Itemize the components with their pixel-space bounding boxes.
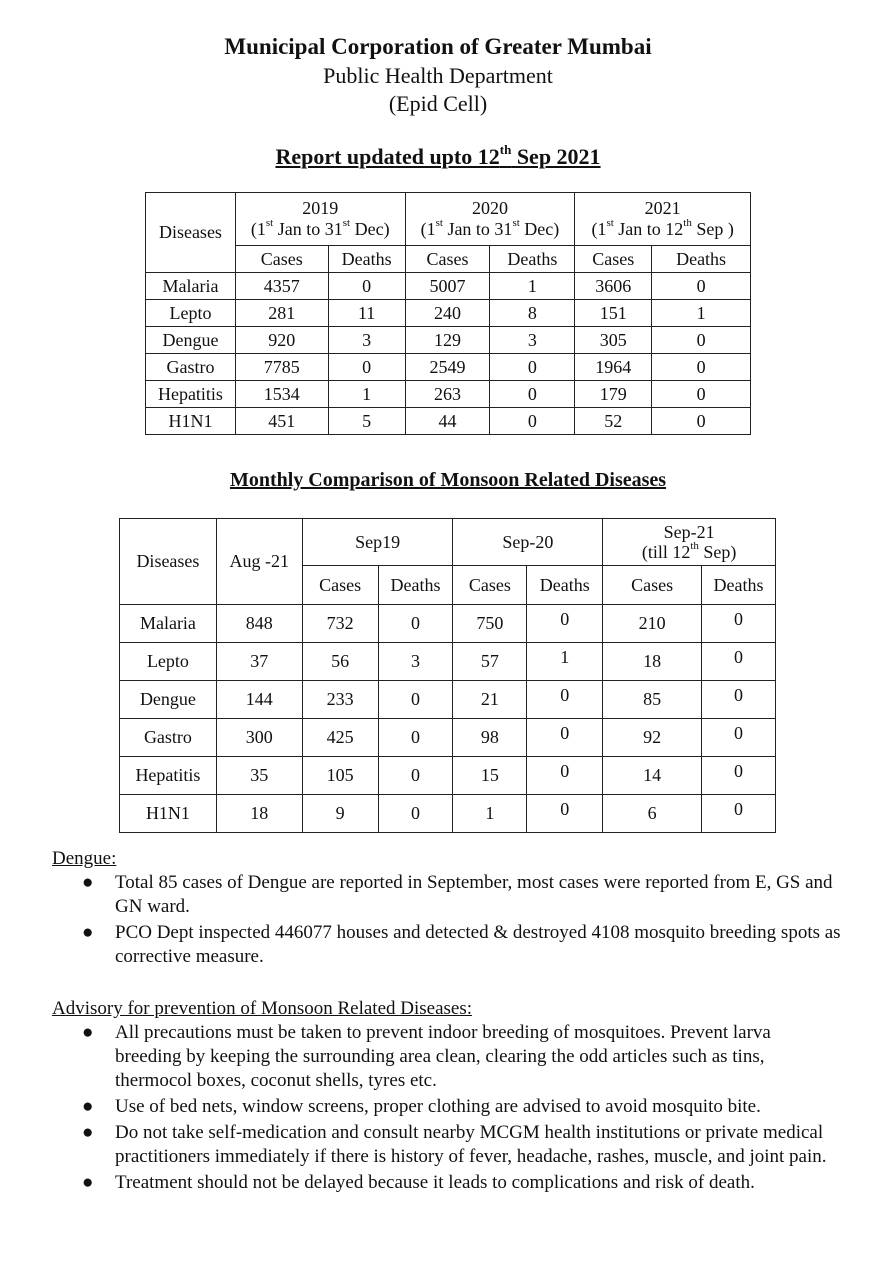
deaths-cell: 0 [702,795,776,833]
list-item: ● Treatment should not be delayed because it leads to complications and risk of death. [82,1172,755,1193]
deaths-cell: 0 [490,354,575,381]
dengue-bullet-list [52,871,842,969]
disease-cell: Hepatitis [146,381,236,408]
list-item: ● All precautions must be taken to prevent indoor breeding of mosquitoes. Prevent larva breeding by keeping the surrounding area clean, clearing the odd articles such as tins, thermocol boxes, coconut shells, tyres etc. [82,1022,771,1091]
dengue-heading: Dengue: [52,848,117,869]
cases-cell: 3606 [575,273,652,300]
table-row [120,681,776,719]
deaths-cell: 0 [490,381,575,408]
cases-cell: 15 [453,757,527,795]
table-row [120,719,776,757]
table-row [146,300,751,327]
aug-value-cell: 144 [216,681,302,719]
deaths-header: Deaths [328,246,405,273]
disease-cell: Gastro [146,354,236,381]
cases-header: Cases [405,246,490,273]
disease-cell: Dengue [146,327,236,354]
bullet-icon: ● [82,1172,94,1193]
cases-cell: 210 [603,605,702,643]
deaths-cell: 8 [490,300,575,327]
deaths-cell: 0 [378,719,453,757]
deaths-cell: 0 [378,605,453,643]
table-row [146,273,751,300]
deaths-cell: 0 [328,273,405,300]
annual-disease-table [145,192,751,435]
deaths-cell: 5 [328,408,405,435]
bullet-icon: ● [82,1096,94,1117]
cases-cell: 281 [235,300,328,327]
table-row [146,327,751,354]
cases-header: Cases [603,566,702,605]
cases-cell: 98 [453,719,527,757]
sep19-header: Sep19 [302,519,453,566]
cases-cell: 750 [453,605,527,643]
cases-header: Cases [575,246,652,273]
deaths-cell: 1 [328,381,405,408]
deaths-cell: 0 [702,719,776,757]
cases-cell: 92 [603,719,702,757]
cases-cell: 425 [302,719,378,757]
cases-cell: 14 [603,757,702,795]
deaths-cell: 0 [378,757,453,795]
cases-cell: 2549 [405,354,490,381]
deaths-cell: 0 [527,795,603,833]
bullet-icon: ● [82,872,94,893]
cases-cell: 240 [405,300,490,327]
deaths-cell: 0 [652,408,751,435]
department-name: Public Health Department [323,63,553,88]
disease-cell: H1N1 [120,795,217,833]
deaths-cell: 0 [527,757,603,795]
cases-cell: 129 [405,327,490,354]
aug-value-cell: 18 [216,795,302,833]
cases-cell: 1 [453,795,527,833]
aug-value-cell: 300 [216,719,302,757]
deaths-cell: 3 [490,327,575,354]
table-subheader-row [146,246,751,273]
deaths-header: Deaths [702,566,776,605]
list-item: ● Do not take self-medication and consult nearby MCGM health institutions or private medical practitioners immediately if there is history of fever, headache, rashes, muscle, and joint pain. [82,1122,827,1167]
aug-21-header: Aug -21 [216,519,302,605]
cases-cell: 9 [302,795,378,833]
monthly-comparison-table [119,518,776,833]
bullet-icon: ● [82,922,94,943]
aug-value-cell: 35 [216,757,302,795]
cases-cell: 233 [302,681,378,719]
cases-cell: 21 [453,681,527,719]
sep21-header: Sep-21 (till 12th Sep) [603,519,776,566]
cases-cell: 85 [603,681,702,719]
deaths-cell: 0 [652,354,751,381]
table-header-row [120,519,776,566]
disease-cell: Lepto [146,300,236,327]
deaths-header: Deaths [652,246,751,273]
cases-cell: 5007 [405,273,490,300]
disease-cell: Malaria [146,273,236,300]
cases-header: Cases [235,246,328,273]
table-row [120,605,776,643]
deaths-cell: 0 [378,795,453,833]
cases-cell: 263 [405,381,490,408]
advisory-heading: Advisory for prevention of Monsoon Related Diseases: [52,998,473,1019]
cases-cell: 451 [235,408,328,435]
cell-name: (Epid Cell) [388,91,488,116]
bullet-icon: ● [82,1022,94,1043]
cases-cell: 305 [575,327,652,354]
disease-cell: Lepto [120,643,217,681]
cases-cell: 57 [453,643,527,681]
disease-cell: Hepatitis [120,757,217,795]
monthly-comparison-title: Monthly Comparison of Monsoon Related Diseases [229,469,667,491]
aug-value-cell: 37 [216,643,302,681]
table-row [146,381,751,408]
year-2021-header: 2021 (1st Jan to 12th Sep ) [575,193,751,246]
deaths-cell: 0 [702,681,776,719]
deaths-cell: 0 [652,381,751,408]
deaths-cell: 0 [652,273,751,300]
cases-cell: 179 [575,381,652,408]
deaths-cell: 3 [378,643,453,681]
cases-cell: 151 [575,300,652,327]
deaths-cell: 0 [702,605,776,643]
deaths-header: Deaths [378,566,453,605]
advisory-section [52,997,842,1197]
advisory-bullet-list [52,1021,842,1195]
disease-cell: Malaria [120,605,217,643]
deaths-cell: 1 [652,300,751,327]
cases-cell: 105 [302,757,378,795]
deaths-cell: 0 [378,681,453,719]
cases-cell: 1534 [235,381,328,408]
cases-cell: 6 [603,795,702,833]
cases-cell: 18 [603,643,702,681]
cases-cell: 4357 [235,273,328,300]
list-item: ● Use of bed nets, window screens, proper clothing are advised to avoid mosquito bite. [82,1096,761,1117]
deaths-cell: 1 [527,643,603,681]
cases-cell: 56 [302,643,378,681]
cases-cell: 52 [575,408,652,435]
year-2020-header: 2020 (1st Jan to 31st Dec) [405,193,575,246]
sep20-header: Sep-20 [453,519,603,566]
bullet-icon: ● [82,1122,94,1143]
dengue-section [52,847,842,971]
cases-cell: 1964 [575,354,652,381]
organization-name: Municipal Corporation of Greater Mumbai [224,34,652,59]
cases-cell: 7785 [235,354,328,381]
document-header [0,32,876,118]
deaths-cell: 1 [490,273,575,300]
aug-value-cell: 848 [216,605,302,643]
year-2019-header: 2019 (1st Jan to 31st Dec) [235,193,405,246]
list-item: ● PCO Dept inspected 446077 houses and detected & destroyed 4108 mosquito breeding spots as corrective measure. [82,922,841,967]
cases-cell: 920 [235,327,328,354]
cases-header: Cases [453,566,527,605]
deaths-cell: 0 [328,354,405,381]
report-title: Report updated upto 12th Sep 2021 [275,141,601,169]
deaths-cell: 0 [702,757,776,795]
cases-cell: 732 [302,605,378,643]
disease-cell: Dengue [120,681,217,719]
deaths-cell: 0 [527,719,603,757]
cases-cell: 44 [405,408,490,435]
deaths-header: Deaths [527,566,603,605]
list-item: ● Total 85 cases of Dengue are reported in September, most cases were reported from E, GS and GN ward. [82,872,833,917]
table-header-row [146,193,751,246]
deaths-cell: 0 [527,605,603,643]
cases-header: Cases [302,566,378,605]
deaths-cell: 11 [328,300,405,327]
deaths-cell: 0 [527,681,603,719]
table-row [120,757,776,795]
table-row [146,354,751,381]
disease-cell: H1N1 [146,408,236,435]
table-row [146,408,751,435]
table-row [120,795,776,833]
deaths-cell: 0 [702,643,776,681]
deaths-cell: 3 [328,327,405,354]
diseases-header: Diseases [120,519,217,605]
deaths-cell: 0 [652,327,751,354]
deaths-cell: 0 [490,408,575,435]
table-row [120,643,776,681]
diseases-header: Diseases [146,193,236,273]
deaths-header: Deaths [490,246,575,273]
disease-cell: Gastro [120,719,217,757]
